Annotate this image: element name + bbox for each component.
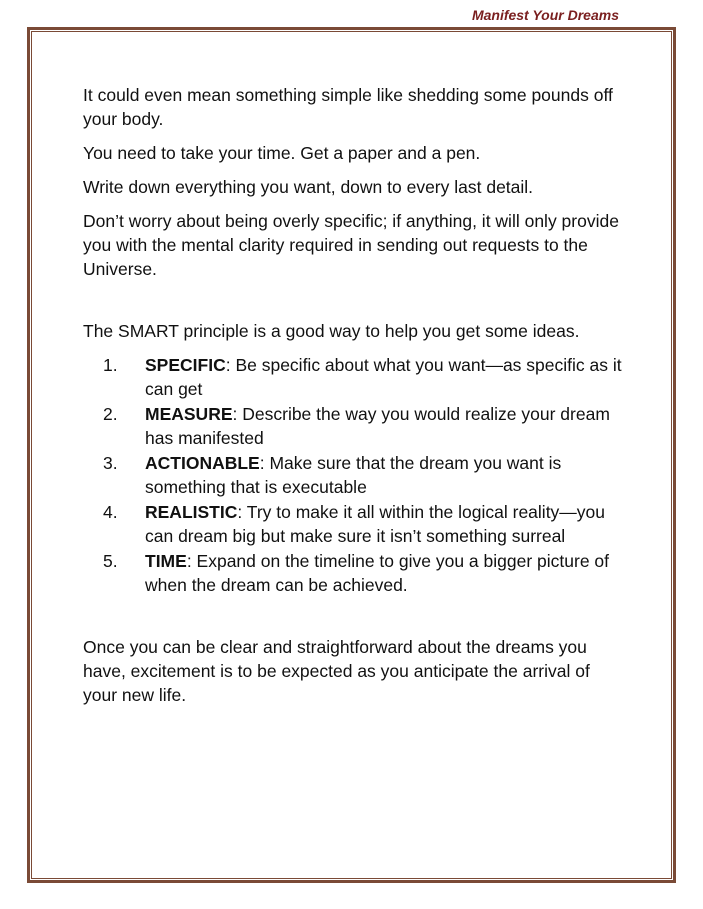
list-item-description: : Make sure that the dream you want is something that is executable <box>145 453 562 497</box>
list-item-text <box>145 402 628 450</box>
list-item <box>83 451 628 499</box>
list-item-number: 1. <box>103 355 118 375</box>
paragraph-paper-pen: You need to take your time. Get a paper and a pen. <box>83 143 481 163</box>
list-item-text <box>145 353 628 401</box>
list-item-number: 3. <box>103 453 118 473</box>
list-item-number: 2. <box>103 404 118 424</box>
list-item-text <box>145 549 628 597</box>
paragraph-write-down: Write down everything you want, down to every last detail. <box>83 177 534 197</box>
list-item-term: MEASURE <box>145 404 233 424</box>
list-item-description: : Expand on the timeline to give you a bigger picture of when the dream can be achieved. <box>145 551 610 595</box>
closing-paragraph: Once you can be clear and straightforward about the dreams you have, excitement is to be expected as you anticipate the arrival of your new life. <box>83 637 590 705</box>
list-item <box>83 549 628 597</box>
list-item <box>83 500 628 548</box>
list-item-number: 5. <box>103 551 118 571</box>
smart-list <box>83 353 628 597</box>
list-item <box>83 353 628 401</box>
page-content <box>83 83 628 717</box>
list-item-text <box>145 451 628 499</box>
list-item-term: ACTIONABLE <box>145 453 260 473</box>
list-item-description: : Describe the way you would realize your dream has manifested <box>145 404 610 448</box>
list-item-term: SPECIFIC <box>145 355 226 375</box>
list-item-number: 4. <box>103 502 118 522</box>
smart-intro: The SMART principle is a good way to help you get some ideas. <box>83 321 580 341</box>
list-item <box>83 402 628 450</box>
paragraph-shedding-pounds: It could even mean something simple like shedding some pounds off your body. <box>83 85 613 129</box>
list-item-description: : Try to make it all within the logical reality—you can dream big but make sure it isn’t something surreal <box>145 502 606 546</box>
list-item-term: REALISTIC <box>145 502 238 522</box>
list-item-term: TIME <box>145 551 187 571</box>
running-header-title: Manifest Your Dreams <box>471 7 619 23</box>
list-item-text <box>145 500 628 548</box>
paragraph-overly-specific: Don’t worry about being overly specific; if anything, it will only provide you with the mental clarity required in sending out requests to the Universe. <box>83 211 619 279</box>
list-item-description: : Be specific about what you want—as specific as it can get <box>145 355 622 399</box>
